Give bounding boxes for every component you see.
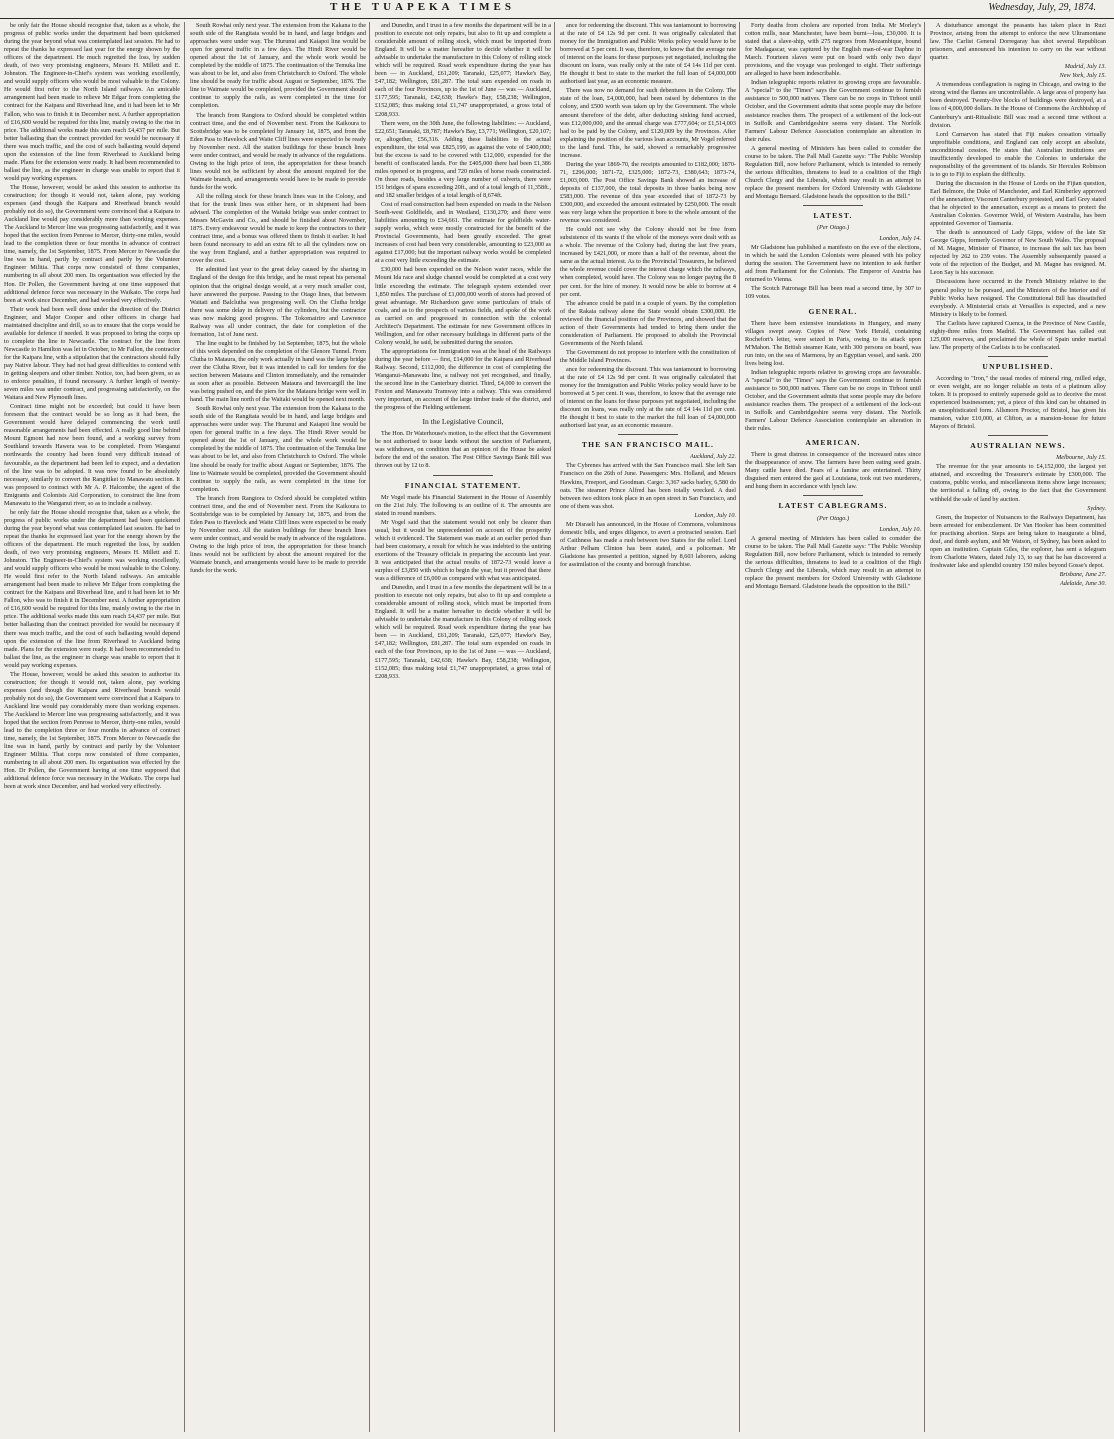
divider — [433, 475, 493, 476]
paragraph: Mr Vogel said that the statement would not only be clearer than usual, but it would be unprecedented on account of the prosperity which it evidenced. The Statement was made at an earlier period than had been customary, a result for which he was indebted to the untiring exertions of the Treasury officials in preparing the accounts last year. It was anticipated that the actual results of 1872-73 would leave a surplus of £3,850 with which to begin the year, but it proved that there was a difference of £6,000 as compared with what was anticipated. — [375, 518, 551, 583]
paragraph: The Carlists have captured Cuenca, in the Province of New Castile, eighty-three miles from Madrid. The Government has called out 125,000 reserves, and proclaimed the whole of Spain under martial law. The property of the Carlists is to be confiscated. — [930, 319, 1106, 351]
paragraph: There have been extensive inundations in Hungary, and many villages swept away. Copies of New York Herald, containing Rochefort's letter, were seized in Paris, owing to its attack upon M'Mahon. The British steamer Kate, with 300 persons on board, was run into, on the sea of Marmora, by an Egyptian vessel, and sank. 200 lives being lost. — [745, 319, 921, 367]
paragraph: There were, on the 30th June, the following liabilities: — Auckland, £22,651; Taranaki, £8,787; Hawke's Bay, £3,771; Wellington, £20,107; or, altogether, £56,316. Adding these liabilities to the actual expenditure, the total was £825,199, as against the vote of £400,000; but the excess is said to be covered with £12,000, expended for the benefit of confiscated lands. For the £405,000 there had been £1,386 miles opened or in progress, and 720 miles of horse roads constructed. On those roads, besides a very large number of culverts, there were 151 bridges of spans exceeding 20ft., and of a total length of 11,358ft., and 182 smaller bridges of a total length of 8,674ft. — [375, 119, 551, 199]
paragraph: Contract time might not be exceeded; but could it have been foreseen that the contract would be so long as it had been, the Government would have delayed commencing the work until reasonable arrangements had been effected. A really good line behind Mount Egmont had now been found, and a working survey from Southland towards Hawera was to be completed. From Wanganui northwards the country had been found very difficult instead of favourable, as the department had been led to expect, and a deviation of the line was to be adopted. It was now found to be absolutely necessary, similarly to convert the Rangitikei to Manawatu section. It was proposed to contract with Mr A. P. Halcombe, the agent of the Emigrants and Colonists Aid Corporation, to construct the line from Manawatu to the Wanganui river, so as to include a railway. — [4, 403, 180, 507]
paragraph: South Rowhai only next year. The extension from the Kakana to the south side of the Rangitata would be in hand, and large bridges and approaches were under way. The Hurunui and Kaiapoi line would be open for general traffic in a few days. The Hindi River would be opened about the 1st of January, and the whole work would be completed by the middle of 1875. The continuation of the Temuka line was about to be let, and also from Christchurch to Oxford. The whole line should be ready for traffic about August or September, 1876. The line to Waimate would be completed, provided the Government should continue to supply the rails, as were completed in the time for completion. — [190, 22, 366, 110]
section-heading: LATEST. — [813, 211, 853, 221]
paragraph: There is great distress in consequence of the increased rates since the disappearance of snow. The farmers have been eating seed grain. Many cattle have died. Fears of a famine are entertained. Thirty disguised men entered the gaol at Louisiana, took out two murderers, and hung them in accordance with lynch law. — [745, 451, 921, 491]
divider — [988, 356, 1048, 357]
paragraph: Mr Gladstone has published a manifesto on the eve of the elections, in which he said the London Colonists were pleased with his policy during the session. The Government have no intention to ask further aid from Parliament for the Colonists. The Emperor of Austria has returned to Vienna. — [745, 244, 921, 284]
paragraph: The Hon. Dr Waterhouse's motion, to the effect that the Government be not authorised to issue lands without the sanction of Parliament, was withdrawn, on condition that an opinion of the House be asked before the end of the session. The Post Office Savings Bank Bill was thrown out by 12 to 8. — [375, 430, 551, 470]
section-subheading: (Per Otago.) — [816, 514, 850, 522]
column-6 — [930, 22, 1106, 1432]
dateline: London, July 10. — [879, 525, 921, 533]
section-heading: AMERICAN. — [805, 438, 861, 448]
paragraph: Green, the Inspector of Nuisances to the Railways Department, has been arrested for embezzlement. Dr Van Hooker has been committed for practising abortion. Steps are being taken to inaugurate a blind, deaf, and dumb asylum, and Mr Watson, of Sydney, has been asked to open an institution. Captain Giles, the explorer, has sent a telegram from Charlotte Waters, dated July 13, to say that he has discovered a freshwater lake and splendid country 150 miles beyond Gosse's depot. — [930, 513, 1106, 569]
paragraph: During the year 1869-70, the receipts amounted to £182,000; 1870-71, £296,000; 1871-72, £325,000; 1872-73, £380,643; 1873-74, £1,003,000. The Post Office Savings Bank showed an increase of deposits of £137,000, the total deposits in those banks being now £583,000. The revenue of this year exceeded that of 1872-73 by £300,000, and exceeded the amount estimated by £250,000. The result was very large when the proportion it bore to the whole amount of the revenue was considered. — [560, 160, 736, 225]
section-heading: UNPUBLISHED. — [982, 361, 1054, 371]
column-rule — [924, 22, 925, 1432]
paragraph: Indian telegraphic reports relative to growing crops are favourable. A "special" to the "Times" says the Government continue to furnish assistance to 500,000 natives. There can be no crops in Tirhoot until October, and the Government admits that some people may die before assistance reaches them. The prospect of a settlement of the lock-out in Suffolk and Cambridgeshire seems very distant. The Norfolk Farmers' Labour Defence Association contemplate an alteration in their rules. — [745, 79, 921, 143]
issue-date: Wednesday, July, 29, 1874. — [988, 2, 1096, 13]
paragraph: The appropriations for Immigration was at the head of the Railways during the year before — first, £14,000 for the Kaipara and Riverhead Railway. Second, £112,000, the difference in cost of completing the Wanganui–Manawatu line, a railway not yet recognised, and finally, the second line in the Canterbury district. Third, £4,000 to convert the Foxton and Manawatu Tramway into a railway. This was considered very important, on account of the large timber trade of the district, and the progress of the Fielding settlement. — [375, 347, 551, 412]
paragraph: A tremendous conflagration is raging in Chicago, and owing to the strong wind the flames are uncontrollable. A large area of property has been destroyed. Twenty-five blocks of buildings were destroyed, at a loss of 4,000,000 dollars. In the House of Commons the Archbishop of Canterbury's anti-Ritualistic Bill was read a second time without a division. — [930, 81, 1106, 129]
divider — [988, 435, 1048, 436]
paragraph: He could not see why the Colony should not be free from subsistence of its wants if the whole of the moneys were dealt with as a whole. The revenue of the Colony had, during the last five years, increased by £421,000, or more than a half of the revenue, about the same as the actual interest. As to the Provincial Treasurers, he believed the whole revenue could cover the interest charge which the railways, when completed, would have. The Colony was no longer paying the 8 per cent. for the hire of money. It would now be able to borrow at 4 per cent. — [560, 226, 736, 298]
paragraph: The branch from Rangiora to Oxford should be completed within contract time, and the end of November next. From the Kaikoura to Scottsbridge was to be completed by January 1st, 1875, and from the Eden Pass to Havelock and Waite Cliff lines were expected to be ready by November next. All the station buildings for these branch lines were under contract, and would be ready in advance of the regulations. Owing to the high price of iron, the appropriation for these branch lines would not be sufficient by about the amount required for the Waimate branch, and arrangements would have to be made to provide funds for the work. — [190, 111, 366, 191]
paragraph: The advance could be paid in a couple of years. By the completion of the Rakaia railway alone the State would obtain £300,000. He reviewed the financial position of the Provinces, and showed that the action of their Governments had tended to bring them under the consideration of Parliament. He proposed to abolish the Provincial Governments of the North Island. — [560, 299, 736, 347]
section-heading: AUSTRALIAN NEWS. — [970, 441, 1066, 451]
paragraph: Their work had been well done under the direction of the District Engineer, and Major Cooper and other officers in charge had maintained discipline and drill, so as to ensure that the corps would be available for defence if needed. It was proposed to bring the corps up to complete the line to Newcastle. The contract for the line from Newcastle to Hamilton was let in October, to Mr Fallon, the contractor for the Kaipara line, with a stipulation that the contractors should fully pay Native labour. They had not had great difficulties to contend with in getting sleepers and other timber. Notice, too, had been given, so as to enforce penalties, if found necessary. A further length of twenty-seven miles was under contract, and progressing satisfactorily, on the Waitara and New Plymouth lines. — [4, 305, 180, 402]
paragraph: According to "Iron," the usual modes of mineral ring, milled edge, or even weight, are no longer reliable as tests of a platinum alloy token. It is proposed to entirely supersede gold as to deceive the most experienced businessmen; yet, a piece of this kind can be obtained in an unsophisticated form. Allsmorn Proctor, of Bristol, has given his mansion, value £10,000, at Clifton, as a mansion-house for future Mayors of Bristol. — [930, 374, 1106, 431]
paragraph: Forty deaths from cholera are reported from India. Mr Morley's cotton mills, near Manchester, have been burnt—loss, £30,000. It is stated that a slave-ship, with 275 negroes from Mozambique, bound for Madagascar, was captured by the English man-of-war Daphne in March. Fourteen slaves were put on board with only two days' provisions, and the voyage was prolonged to eight. Their sufferings are alleged to have been indescribable. — [745, 22, 921, 78]
paragraph: and Dunedin, and I trust in a few months the department will be in a position to execute not only repairs, but also to fit up and complete a considerable amount of rolling stock, which must be imported from England. It will be a matter hereafter to decide whether it will be advisable to undertake the manufacture in this Colony of rolling stock which will be required. Road work expenditure during the year has been — in Auckland, £61,209; Taranaki, £25,077; Hawke's Bay, £47,182; Wellington, £81,287. The total sum expended on roads in each of the four Provinces, up to the 1st of June — was — Auckland, £177,595; Taranaki, £42,638; Hawke's Bay, £58,238; Wellington, £152,085; thus making total £1,747 unappropriated, a gross total of £208,933. — [375, 584, 551, 680]
column-rule — [369, 22, 370, 1432]
column-rule — [739, 22, 740, 1432]
paragraph: The death is announced of Lady Gipps, widow of the late Sir George Gipps, formerly Governor of New South Wales. The proposal of M. Magne, Minister of Finance, to increase the salt tax has been rejected by 262 to 239 votes. The Assembly subsequently passed a vote of the rejection of the Budget, and M. Magne has resigned. M. Leon Say is his successor. — [930, 229, 1106, 277]
column-5 — [745, 22, 921, 1432]
divider — [803, 205, 863, 206]
dateline: Melbourne, July 15. — [1056, 454, 1106, 462]
paragraph: The Government do not propose to interfere with the constitution of the Middle Island Provinces. — [560, 348, 736, 364]
dateline: New York, July 15. — [1059, 72, 1106, 80]
section-heading: FINANCIAL STATEMENT. — [404, 480, 522, 490]
column-rule — [184, 22, 185, 1432]
column-rule — [554, 22, 555, 1432]
masthead — [0, 0, 1114, 19]
paragraph: The House, however, would be asked this session to authorise its construction; for though it would not, taken alone, pay working expenses (and though the Kaipara and Riverhead branch would probably not do so), the Government were convinced that a Kaipara to Auckland line would pay considerably more than working expenses. The Auckland to Mercer line was progressing satisfactorily, and it was hoped that the section from Penrose to Mercer, thirty-one miles, would lead to the completion three or four months in advance of contract time, namely, the 1st September, 1875. From Mercer to Newcastle the line was in hand, partly by contract and partly by the Volunteer Engineer Militia. That corps now consisted of three companies, numbering in all about 200 men. Its organisation was effected by the Hon. Dr Pollen, the Government having at one time supposed that additional defence force was necessary in the Waikato. The corps had been at work since December, and had worked very effectively. — [4, 183, 180, 304]
dateline: London, July 10. — [694, 511, 736, 519]
section-heading: GENERAL. — [808, 306, 858, 316]
divider — [803, 495, 863, 496]
paragraph: ance for redeeming the discount. This was tantamount to borrowing at the rate of £4 12s 9d per cent. It was originally calculated that money for the Immigration and Public Works policy would have to be borrowed at 5 per cent. It was, therefore, to know that the average rate of interest on the loans for these purposes yet negotiated, including the discount on loans, was really only at the rate of £4 14s 11d per cent. He thought it best to state to the market the full loan of £4,000,000 authorised last year, as an economic measure. — [560, 365, 736, 430]
paragraph: Lord Carnarvon has stated that Fiji makes cessation virtually unprofitable conditions, and England can only accept an absolute, unconditional cession. He states that Australian institutions are insufficiently developed to enable the Colonies to undertake the responsibility of the government of its islands. Sir Hercules Robinson is to go to Fiji to explain the difficulty. — [930, 130, 1106, 178]
paragraph: The Scotch Patronage Bill has been read a second time, by 307 to 109 votes. — [745, 285, 921, 301]
paragraph: A general meeting of Ministers has been called to consider the course to be taken. The Pall Mall Gazette says: "The Public Worship Regulation Bill, now before Parliament, which is intended to remedy the serious difficulties, threatens to lead to a coalition of the High Church Clergy and the Liberals, which may result in an attempt to replace the present members for Oxford University with Gladstone and Montagu Bernard. Gladstone heads the opposition to the Bill." — [745, 144, 921, 200]
dateline: Brisbane, June 27. — [1059, 570, 1106, 578]
paragraph: South Rowhai only next year. The extension from the Kakana to the south side of the Rangitata would be in hand, and large bridges and approaches were under way. The Hurunui and Kaiapoi line would be open for general traffic in a few days. The Hindi River would be opened about the 1st of January, and the whole work would be completed by the middle of 1875. The continuation of the Temuka line was about to be let, and also from Christchurch to Oxford. The whole line should be ready for traffic about August or September, 1876. The line to Waimate would be completed, provided the Government should continue to supply the rails, as were completed in the time for completion. — [190, 405, 366, 493]
paragraph: Discussions have occurred in the French Ministry relative to the general policy to be pursued, and the Ministers of the Interior and of Public Works have resigned. The Constitutional Bill has dissatisfied everybody. A Ministerial crisis at Versailles is expected, and a new Ministry is likely to be formed. — [930, 278, 1106, 318]
divider — [618, 434, 678, 435]
paragraph: The branch from Rangiora to Oxford should be completed within contract time, and the end of November next. From the Kaikoura to Scottsbridge was to be completed by January 1st, 1875, and from the Eden Pass to Havelock and Waite Cliff lines were expected to be ready by November next. All the station buildings for these branch lines were under contract, and would be ready in advance of the regulations. Owing to the high price of iron, the appropriation for these branch lines would not be sufficient by about the amount required for the Waimate branch, and arrangements would have to be made to provide funds for the work. — [190, 494, 366, 575]
dateline: London, July 14. — [879, 235, 921, 243]
newspaper-title: THE TUAPEKA TIMES — [330, 1, 515, 13]
paragraph: The House, however, would be asked this session to authorise its construction; for though it would not, taken alone, pay working expenses (and though the Kaipara and Riverhead branch would probably not do so), the Government were convinced that a Kaipara to Auckland line would pay considerably more than working expenses. The Auckland to Mercer line was progressing satisfactorily, and it was hoped that the section from Penrose to Mercer, thirty-one miles, would lead to the completion three or four months in advance of contract time, namely, the 1st September, 1875. From Mercer to Newcastle the line was in hand, partly by contract and partly by the Volunteer Engineer Militia. That corps now consisted of three companies, numbering in all about 200 men. Its organisation was effected by the Hon. Dr Pollen, the Government having at one time supposed that additional defence force was necessary in the Waikato. The corps had been at work since December, and had worked very effectively. — [4, 670, 180, 791]
paragraph: £30,000 had been expended on the Nelson water races, while the Mount Ida race and sludge channel would be completed at a cost very little exceeding the estimate. The telegraph system extended over 1,850 miles. The purchase of £1,000,000 worth of stores had proved of great advantage. Mr Richardson gave some particulars of trials of coals, and as to the prospects of various fields, and spoke of the work as carried on and progressed in connection with the colonial Architect's Department. The estimate for new Government offices in Wellington, and for other necessary buildings in different parts of the Colony would, he said, be submitted during the session. — [375, 266, 551, 346]
dateline: Madrid, July 13. — [1064, 63, 1106, 71]
dateline: Adelaide, June 30. — [1059, 580, 1106, 587]
paragraph: and Dunedin, and I trust in a few months the department will be in a position to execute not only repairs, but also to fit up and complete a considerable amount of rolling stock, which must be imported from England. It will be a matter hereafter to decide whether it will be advisable to undertake the manufacture in this Colony of rolling stock which will be required. Road work expenditure during the year has been — in Auckland, £61,209; Taranaki, £25,077; Hawke's Bay, £47,182; Wellington, £81,287. The total sum expended on roads in each of the four Provinces, up to the 1st of June — was — Auckland, £177,595; Taranaki, £42,638; Hawke's Bay, £58,238; Wellington, £152,085; thus making total £1,747 unappropriated, a gross total of £208,933. — [375, 22, 551, 118]
paragraph: He admitted last year to the great delay caused by the sharing in England of the design for this bridge, and he must repeat his personal opinion that the original design would, at a very much smaller cost, have answered the purpose. Passing to the Otago lines, that between Waitati and Balclutha was progressing well. On the Clutha bridge there was some delay in delivery of the cylinders, but the contractor was now making good progress. The Tokomairiro and Lawrence Railway was all under contract, the date for completion of the formation, 1st of June next. — [190, 266, 366, 338]
section-heading: In the Legislative Council, — [422, 417, 504, 427]
paragraph: Mr Disraeli has announced, in the House of Commons, voluminous domestic bills, and urges diligence, to avert a protracted session. Earl of Caithness has made a rush between two States for the relief. Lord Arthur Pelham Clinton has been stated, and a policeman. Mr Gladstone has presented a petition, signed by 8,603 laborers, asking for assimilation of the county and borough franchise. — [560, 520, 736, 568]
column-3 — [375, 22, 551, 1432]
paragraph: During the discussion in the House of Lords on the Fijian question, Earl Belmore, the Duke of Manchester, and Earl Kimberley approved of the annexation; Viscount Canterbury protested, and Earl Grey stated that he objected to the annexation, except as a means to protect the Australian Colonies. Governor Weld, of Western Australia, has been appointed Governor of Tasmania. — [930, 179, 1106, 228]
column-4 — [560, 22, 736, 1432]
paragraph: be only fair the House should recognise that, taken as a whole, the progress of public works under the department had been quickened during the year beyond what was contemplated last session. He had to repeat the thanks he expressed last year for the energy shown by the officers of the department. He much regretted the loss, by sudden death, of two very promising engineers, Messrs H. Millett and E. Johnston. The Engineer-in-Chief's system was working excellently, and would supply officers who would be most valuable to the Colony. He would first refer to the North Island railways. An amicable arrangement had been made to relieve Mr Edgar from completing the contract for the Kaipara and Riverhead line, and it had been let to Mr Fallon, who was to finish it in December next. A further appropriation of £16,600 would be required for this line, mainly owing to the rise in price. The additional works made this sum reach £4,437 per mile. But better ballasting than the contract provided for would be necessary if there was much traffic, and the cost of such ballasting would depend upon the extension of the line from Riverhead to Auckland being made. Plans for the extension were ready. It had been recommended to ballast the line, as the engineer in charge was unable to report that it would pay working expenses. — [4, 508, 180, 669]
paragraph: Indian telegraphic reports relative to growing crops are favourable. A "special" to the "Times" says the Government continue to furnish assistance to 500,000 natives. There can be no crops in Tirhoot until October, and the Government admits that some people may die before assistance reaches them. The prospect of a settlement of the lock-out in Suffolk and Cambridgeshire seems very distant. The Norfolk Farmers' Labour Defence Association contemplate an alteration in their rules. — [745, 368, 921, 433]
paragraph: There was now no demand for such debentures in the Colony. The state of the loan, £4,000,000, had been raised by debentures in the colony, and £500 worth was taken up by the Government. The whole amount therefore of the debt, after deducting sinking fund accrued, was £12,000,000, and the annual charge was £777,604; or £1,514,003 had to be paid by the Colony, and £120,009 by the Provinces. After explaining the position of the various loan accounts, Mr Vogel referred to the land fund. This, he said, showed a remarkably progressive increase. — [560, 87, 736, 159]
section-heading: LATEST CABLEGRAMS. — [778, 501, 888, 511]
column-2 — [190, 22, 366, 1432]
paragraph: A general meeting of Ministers has been called to consider the course to be taken. The Pall Mall Gazette says: "The Public Worship Regulation Bill, now before Parliament, which is intended to remedy the serious difficulties, threatens to lead to a coalition of the High Church Clergy and the Liberals, which may result in an attempt to replace the present members for Oxford University with Gladstone and Montagu Bernard. Gladstone heads the opposition to the Bill." — [745, 534, 921, 590]
column-1 — [4, 22, 180, 1432]
paragraph: All the rolling stock for these branch lines was in the Colony, and that for the trunk lines was either here, or in shipment had been advised. The completion of the Waitaki bridge was under contract to Messrs McGavin and Co., and should be finished about November, 1875. Every endeavour would be made to keep the contractors to their contract time, and a bonus was offered them to finish it earlier. It had been found necessary to add an extra 6ft to all the cylinders now on the way from England, and a further appropriation was required to cover the cost. — [190, 192, 366, 265]
paragraph: The revenue for the year amounts to £4,152,000, the largest yet attained, and exceeding the Treasurer's estimate by £300,000. The customs, public works, and miscellaneous items show large increases; the territorial a falling off, owing to the fact that the Government withheld the sale of land by auction. — [930, 463, 1106, 503]
paragraph: The line ought to be finished by 1st September, 1875, but the whole of this work depended on the completion of the Glenore Tunnel. From Clutha to Mataura, the only work actually in hand was the large bridge over the Clutha River, but it was intended to call for tenders for the section between Mataura and Clinton immediately, and the remainder as soon after as possible. Between Mataura and Invercargill the line was being pushed on, and the piers for the Mataura bridge were well in hand. The main line north of the Waitaki would be opened next month. — [190, 339, 366, 404]
paragraph: A disturbance amongst the peasants has taken place in Ruzi Province, arising from the attempt to enforce the new Ultramontane law. The Carlist General Dorregaray has shot several Republican prisoners, and announced his intention to carry on the war without quarter. — [930, 22, 1106, 62]
section-heading: THE SAN FRANCISCO MAIL. — [581, 440, 715, 450]
dateline: Sydney. — [1087, 504, 1106, 512]
paragraph: Mr Vogel made his Financial Statement in the House of Assembly on the 21st July. The following is an outline of it. The amounts are stated in round numbers. — [375, 493, 551, 517]
paragraph: Cost of road construction had been expended on roads in the Nelson South-west Goldfields, and in Westland, £130,270; and there were liabilities amounting to £34,661. The estimate for goldfields water-supply works, which were mostly constructed for the benefit of the Provincial Governments, had been greatly exceeded. The great increases of cost had been very considerable, amounting to £23,000 as against £17,000; but the important railway works would be completed at a cost very little exceeding the estimate. — [375, 201, 551, 265]
paragraph: ance for redeeming the discount. This was tantamount to borrowing at the rate of £4 12s 9d per cent. It was originally calculated that money for the Immigration and Public Works policy would have to be borrowed at 5 per cent. It was, therefore, to know that the average rate of interest on the loans for these purposes yet negotiated, including the discount on loans, was really only at the rate of £4 14s 11d per cent. He thought it best to state to the market the full loan of £4,000,000 authorised last year, as an economic measure. — [560, 22, 736, 86]
paragraph: be only fair the House should recognise that, taken as a whole, the progress of public works under the department had been quickened during the year beyond what was contemplated last session. He had to repeat the thanks he expressed last year for the energy shown by the officers of the department. He much regretted the loss, by sudden death, of two very promising engineers, Messrs H. Millett and E. Johnston. The Engineer-in-Chief's system was working excellently, and would supply officers who would be most valuable to the Colony. He would first refer to the North Island railways. An amicable arrangement had been made to relieve Mr Edgar from completing the contract for the Kaipara and Riverhead line, and it had been let to Mr Fallon, who was to finish it in December next. A further appropriation of £16,600 would be required for this line, mainly owing to the rise in price. The additional works made this sum reach £4,437 per mile. But better ballasting than the contract provided for would be necessary if there was much traffic, and the cost of such ballasting would depend upon the extension of the line from Riverhead to Auckland being made. Plans for the extension were ready. It had been recommended to ballast the line, as the engineer in charge was unable to report that it would pay working expenses. — [4, 22, 180, 182]
paragraph: The Cybrenes has arrived with the San Francisco mail. She left San Francisco on the 26th of June. Passengers: Mrs. Holland, and Messrs Hawkins, Freeport, and Goodman. Cargo: 3,367 sacks barley, 6,580 do oats. The steamer Prince Alfred has been totally wrecked. A duel between two editors took place in an open street in San Francisco, and one of them was shot. — [560, 462, 736, 510]
dateline: Auckland, July 22. — [689, 453, 736, 461]
section-subheading: (Per Otago.) — [816, 224, 850, 232]
